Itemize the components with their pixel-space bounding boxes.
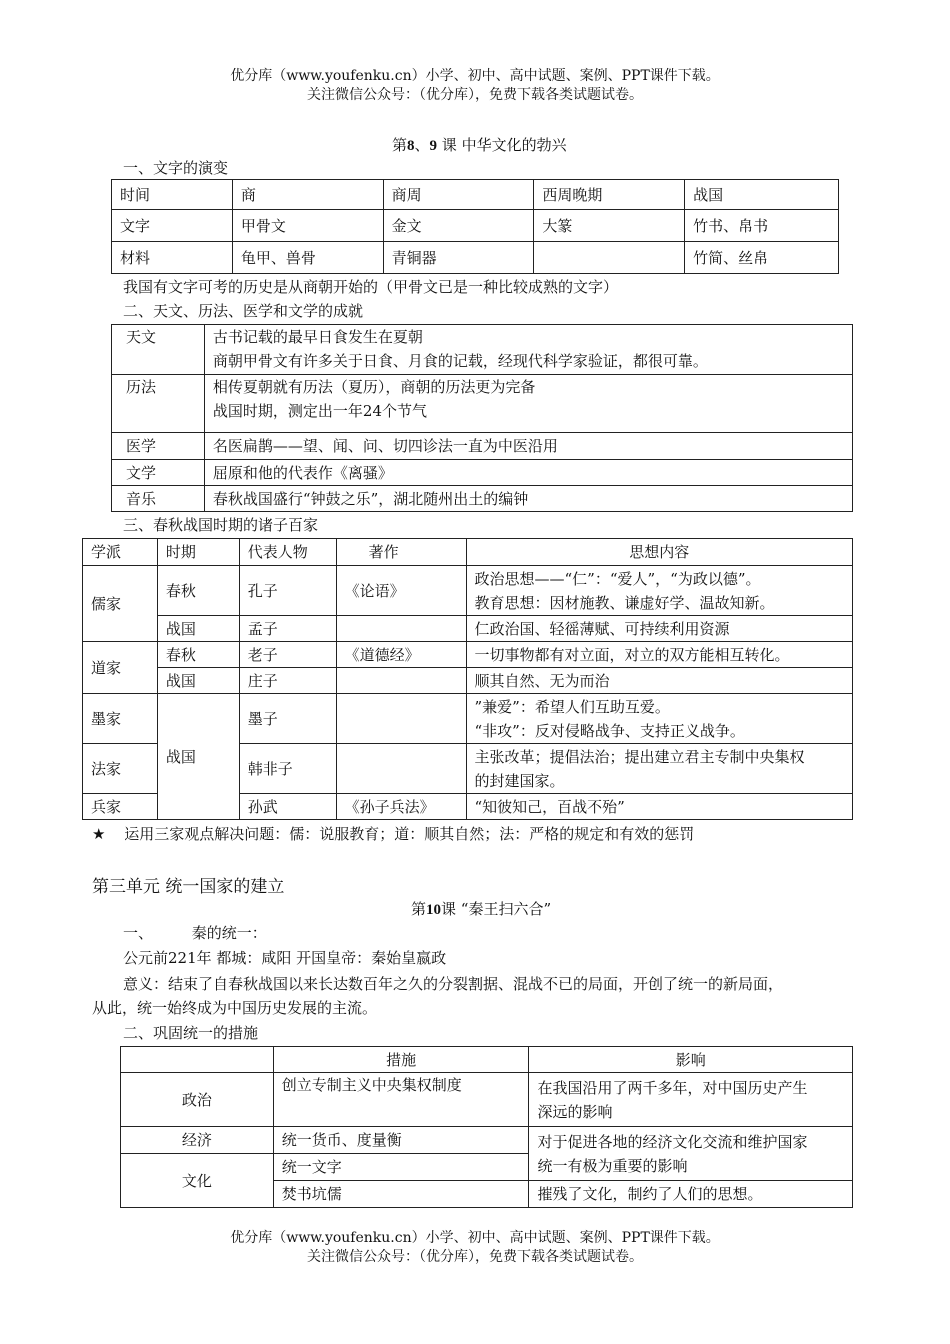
- table-row: [121, 1127, 853, 1154]
- lesson-10-title: [411, 898, 551, 919]
- school-legalist: 法家: [83, 744, 158, 794]
- table-row: [112, 486, 853, 512]
- cell: 庄子: [239, 668, 336, 694]
- cell: [336, 694, 466, 744]
- table-row: [83, 642, 853, 668]
- header-cell: 学派: [83, 539, 158, 566]
- cell: 墨子: [239, 694, 336, 744]
- table-row: [83, 566, 853, 616]
- cell: 顺其自然、无为而治: [466, 668, 853, 694]
- footer-line-1: 优分库（www.youfenku.cn）小学、初中、高中试题、案例、PPT课件下载。: [230, 1230, 720, 1246]
- unit-3-title: 第三单元 统一国家的建立: [92, 877, 285, 897]
- table-row: [112, 242, 839, 274]
- cell: 《论语》: [336, 566, 466, 616]
- cell: 商: [232, 180, 383, 210]
- lesson-8-9-title: [392, 134, 567, 155]
- cell: 《孙子兵法》: [336, 794, 466, 820]
- text-line: 商朝甲骨文有许多关于日食、月食的记载，经现代科学家验证，都很可靠。: [212, 352, 708, 370]
- achievements-table: [111, 324, 853, 512]
- cell: 孔子: [239, 566, 336, 616]
- cell: 商周: [383, 180, 534, 210]
- title-num2: 9: [429, 138, 438, 154]
- table-row: [121, 1047, 853, 1073]
- cell: 仁政治国、轻徭薄赋、可持续利用资源: [466, 616, 853, 642]
- meaning-line-1: 意义：结束了自春秋战国以来长达数百年之久的分裂割据、混战不已的局面，开创了统一的新局面，: [123, 975, 784, 993]
- header-cell: 著作: [336, 539, 466, 566]
- cell: 屈原和他的代表作《离骚》: [204, 460, 852, 486]
- text-line: 在我国沿用了两千多年，对中国历史产生: [537, 1078, 808, 1097]
- star-note-text: 运用三家观点解决问题：儒：说服教育；道：顺其自然；法：严格的规定和有效的惩罚: [124, 825, 695, 843]
- cell: 统一货币、度量衡: [273, 1127, 529, 1154]
- cell: 金文: [383, 210, 534, 242]
- header-cell: [121, 1047, 274, 1073]
- cell: 一切事物都有对立面，对立的双方能相互转化。: [466, 642, 853, 668]
- header-cell: 措施: [273, 1047, 529, 1073]
- cell: [466, 566, 853, 616]
- cell: 文字: [112, 210, 233, 242]
- title-num: 8: [407, 138, 415, 154]
- cell: [534, 242, 685, 274]
- unit3-section-2-heading: 二、巩固统一的措施: [123, 1024, 259, 1042]
- header-cell: 时期: [157, 539, 239, 566]
- table-row: [112, 375, 853, 433]
- cell: 春秋: [157, 642, 239, 668]
- cell: 名医扁鹊——望、闻、问、切四诊法一直为中医沿用: [204, 433, 852, 460]
- cell: 龟甲、兽骨: [232, 242, 383, 274]
- text-line: 深远的影响: [537, 1102, 613, 1121]
- text-line: “非攻”：反对侵略战争、支持正义战争。: [474, 721, 745, 740]
- cell: [529, 1073, 853, 1127]
- cell: [336, 668, 466, 694]
- title-num: 10: [426, 902, 442, 918]
- star-note: [92, 824, 694, 844]
- text-line: 政治思想——“仁”：“爱人”，“为政以德”。: [474, 569, 761, 588]
- row-label-astronomy: 天文: [112, 325, 205, 375]
- cell: [336, 616, 466, 642]
- footer-line-2: 关注微信公众号：（优分库），免费下载各类试题试卷。: [307, 1249, 643, 1265]
- school-daoist: 道家: [83, 642, 158, 694]
- table-row: [83, 539, 853, 566]
- text-line: 对于促进各地的经济文化交流和维护国家: [537, 1132, 808, 1151]
- note-oracle-bone: 我国有文字可考的历史是从商朝开始的（甲骨文已是一种比较成熟的文字）: [123, 278, 619, 296]
- text-line: 教育思想：因材施教、谦虚好学、温故知新。: [474, 593, 775, 612]
- header-cell: 影响: [529, 1047, 853, 1073]
- cell: [204, 375, 852, 433]
- cell: 大篆: [534, 210, 685, 242]
- text-line: 战国时期，测定出一年24个节气: [212, 402, 427, 420]
- table-row: [83, 694, 853, 744]
- text-line: 主张改革；提倡法治；提出建立君主专制中央集权: [474, 747, 805, 766]
- cell: 春秋: [157, 566, 239, 616]
- row-label-medicine: 医学: [112, 433, 205, 460]
- star-icon: ★: [92, 825, 106, 843]
- qin-unification-facts: 公元前221年 都城：咸阳 开国皇帝：秦始皇嬴政: [123, 949, 447, 967]
- cell: 竹书、帛书: [685, 210, 839, 242]
- hundred-schools-table: [82, 538, 853, 820]
- cell: 《道德经》: [336, 642, 466, 668]
- school-military: 兵家: [83, 794, 158, 820]
- table-row: [112, 460, 853, 486]
- cell: 材料: [112, 242, 233, 274]
- cell: 老子: [239, 642, 336, 668]
- row-label-music: 音乐: [112, 486, 205, 512]
- title-post: 课 中华文化的勃兴: [437, 136, 567, 154]
- text-line: 统一有极为重要的影响: [537, 1156, 688, 1175]
- cell: 战国: [157, 694, 239, 820]
- unit3-section-1-heading: [123, 923, 267, 943]
- cell: 甲骨文: [232, 210, 383, 242]
- cell: 时间: [112, 180, 233, 210]
- school-confucian: 儒家: [83, 566, 158, 642]
- cell: [529, 1127, 853, 1181]
- table-row: [83, 616, 853, 642]
- text-line: 古书记载的最早日食发生在夏朝: [212, 328, 423, 346]
- header-line-2: 关注微信公众号：（优分库），免费下载各类试题试卷。: [307, 87, 643, 103]
- cell: 战国: [157, 668, 239, 694]
- section-text: 秦的统一：: [191, 924, 267, 942]
- cell: 春秋战国盛行“钟鼓之乐”，湖北随州出土的编钟: [204, 486, 852, 512]
- cell: 西周晚期: [534, 180, 685, 210]
- row-label-culture: 文化: [121, 1154, 274, 1208]
- script-evolution-table: [111, 179, 839, 274]
- section-1-heading: 一、文字的演变: [123, 159, 229, 177]
- cell: 青铜器: [383, 242, 534, 274]
- header-cell: 代表人物: [239, 539, 336, 566]
- cell: [336, 744, 466, 794]
- meaning-line-2: 从此，统一始终成为中国历史发展的主流。: [92, 999, 378, 1017]
- text-line: 的封建国家。: [474, 771, 565, 790]
- cell: “知彼知己，百战不殆”: [466, 794, 853, 820]
- cell: [204, 325, 852, 375]
- title-sep: 、: [414, 136, 430, 154]
- text-line: 相传夏朝就有历法（夏历），商朝的历法更为完备: [212, 378, 536, 396]
- cell: 孟子: [239, 616, 336, 642]
- cell: 孙武: [239, 794, 336, 820]
- school-mohist: 墨家: [83, 694, 158, 744]
- cell: 战国: [685, 180, 839, 210]
- table-row: [112, 180, 839, 210]
- cell: 统一文字: [273, 1154, 529, 1181]
- table-row: [112, 210, 839, 242]
- header-cell: 思想内容: [466, 539, 853, 566]
- row-label-economy: 经济: [121, 1127, 274, 1154]
- title-prefix: 第: [411, 900, 427, 918]
- row-label-politics: 政治: [121, 1073, 274, 1127]
- table-row: [121, 1073, 853, 1127]
- table-row: [83, 668, 853, 694]
- title-prefix: 第: [392, 136, 408, 154]
- cell: 韩非子: [239, 744, 336, 794]
- cell: 创立专制主义中央集权制度: [273, 1073, 529, 1127]
- cell: 焚书坑儒: [273, 1181, 529, 1208]
- text-line: ”兼爱”：希望人们互助互爱。: [474, 697, 670, 716]
- table-row: [112, 325, 853, 375]
- section-2-heading: 二、天文、历法、医学和文学的成就: [123, 302, 364, 320]
- table-row: [112, 433, 853, 460]
- consolidation-measures-table: [120, 1046, 853, 1208]
- section-3-heading: 三、春秋战国时期的诸子百家: [123, 516, 319, 534]
- cell: [466, 694, 853, 744]
- cell: [466, 744, 853, 794]
- title-post: 课 “秦王扫六合”: [441, 900, 552, 918]
- row-label-calendar: 历法: [112, 375, 205, 433]
- cell: 竹简、丝帛: [685, 242, 839, 274]
- cell: 摧残了文化，制约了人们的思想。: [529, 1181, 853, 1208]
- row-label-literature: 文学: [112, 460, 205, 486]
- cell: 战国: [157, 616, 239, 642]
- section-number: 一、: [123, 924, 154, 942]
- header-line-1: 优分库（www.youfenku.cn）小学、初中、高中试题、案例、PPT课件下载。: [230, 68, 720, 84]
